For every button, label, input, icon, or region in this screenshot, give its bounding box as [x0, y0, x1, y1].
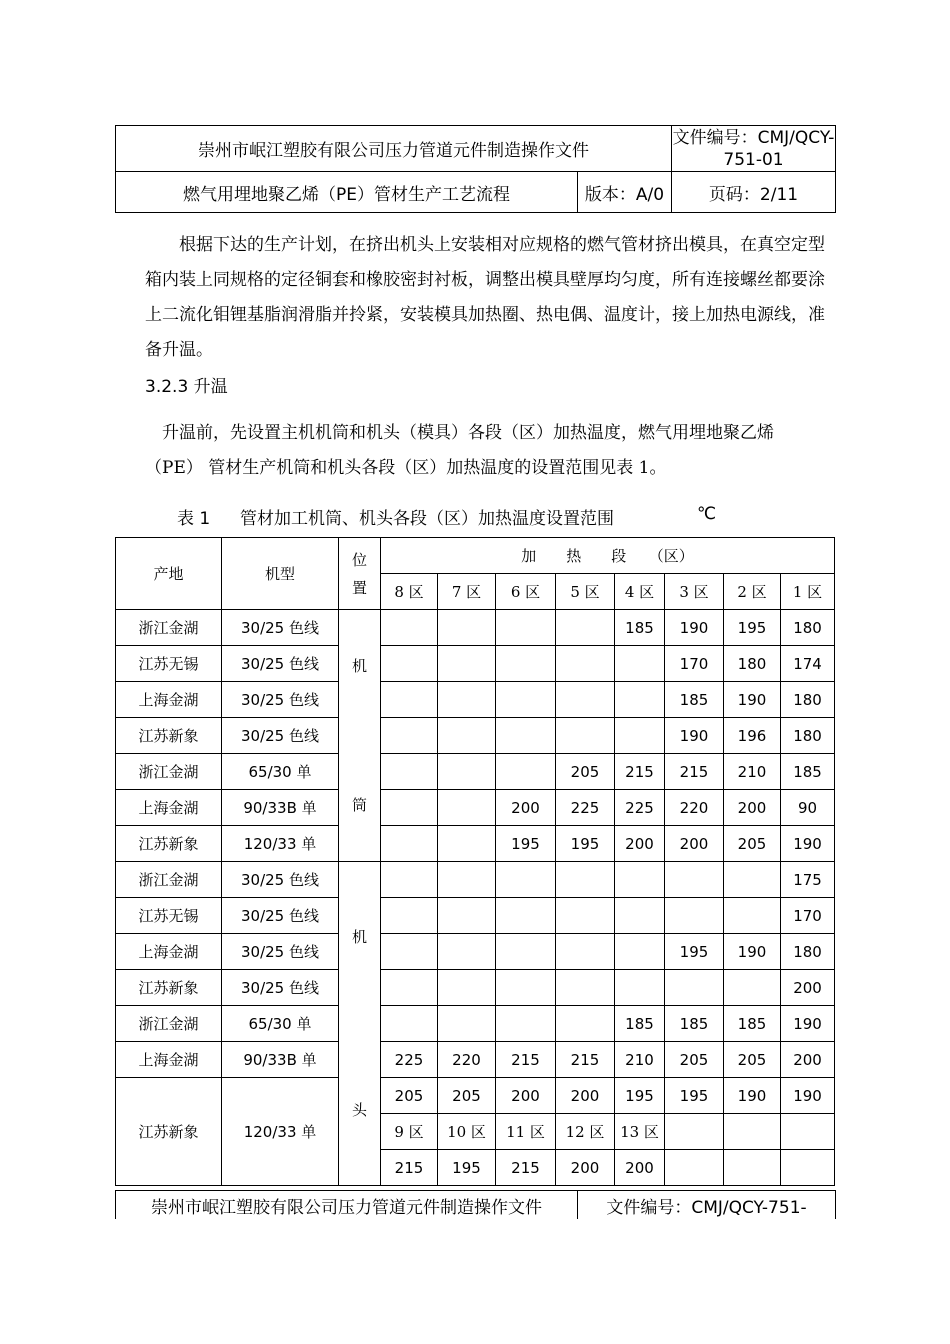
temp-cell: [556, 610, 615, 646]
temp-cell: 195: [615, 1078, 665, 1114]
temp-cell: 215: [496, 1150, 556, 1186]
temp-cell: 185: [665, 682, 724, 718]
temp-cell: [381, 790, 438, 826]
temp-cell: [556, 646, 615, 682]
position-barrel-char-1: 机: [351, 657, 367, 675]
temp-cell: 170: [781, 898, 835, 934]
temp-cell: 200: [615, 826, 665, 862]
temp-cell: [556, 718, 615, 754]
temp-cell: 190: [724, 1078, 781, 1114]
process-title: 燃气用埋地聚乙烯（PE）管材生产工艺流程: [116, 172, 578, 213]
zone-header: 8 区: [381, 574, 438, 610]
position-head-char-2: 头: [351, 1101, 367, 1119]
zone-header: 4 区: [615, 574, 665, 610]
zone-label-cell: [781, 1114, 835, 1150]
temp-cell: 185: [665, 1006, 724, 1042]
position-barrel: [339, 610, 381, 862]
temp-cell: [665, 1150, 724, 1186]
zone-label-cell: 9 区: [381, 1114, 438, 1150]
temp-cell: [496, 682, 556, 718]
temp-cell: 196: [724, 718, 781, 754]
zone-label-cell: 13 区: [615, 1114, 665, 1150]
zone-label-cell: [665, 1114, 724, 1150]
model-cell: 65/30 单: [222, 754, 339, 790]
table-row: [116, 790, 835, 826]
table-row: [116, 1006, 835, 1042]
temp-cell: 185: [781, 754, 835, 790]
temp-cell: 205: [724, 1042, 781, 1078]
page-number: 页码：2/11: [672, 172, 836, 213]
temp-cell: [556, 970, 615, 1006]
origin-cell: 上海金湖: [116, 1042, 222, 1078]
model-cell: 30/25 色线: [222, 934, 339, 970]
temp-cell: [438, 934, 496, 970]
temp-cell: [615, 970, 665, 1006]
table-row: [116, 970, 835, 1006]
temp-cell: [496, 898, 556, 934]
temp-cell: 175: [781, 862, 835, 898]
temp-cell: [381, 1006, 438, 1042]
temp-cell: 200: [724, 790, 781, 826]
paragraph-preparation: 根据下达的生产计划，在挤出机头上安装相对应规格的燃气管材挤出模具，在真空定型箱内装上同规格的定径铜套和橡胶密封衬板，调整出模具壁厚均匀度，所有连接螺丝都要涂上二流化钼锂基脂润滑脂并拎紧，安装模具加热圈、热电偶、温度计，接上加热电源线，准备升温。: [145, 235, 825, 360]
temp-cell: 205: [556, 754, 615, 790]
model-cell: 120/33 单: [222, 1078, 339, 1186]
model-cell: 30/25 色线: [222, 646, 339, 682]
temp-cell: 180: [781, 718, 835, 754]
temp-cell: [556, 898, 615, 934]
temp-cell: [556, 1006, 615, 1042]
temp-cell: [496, 646, 556, 682]
table-row: [116, 682, 835, 718]
temp-cell: 215: [381, 1150, 438, 1186]
temp-cell: [556, 862, 615, 898]
temp-cell: 200: [781, 1042, 835, 1078]
temp-cell: 220: [438, 1042, 496, 1078]
origin-cell: 浙江金湖: [116, 610, 222, 646]
temp-cell: [615, 862, 665, 898]
temp-cell: [724, 1150, 781, 1186]
temp-cell: 200: [496, 790, 556, 826]
table-row: [116, 718, 835, 754]
temp-cell: [665, 898, 724, 934]
temp-cell: [724, 970, 781, 1006]
zone-label-cell: 12 区: [556, 1114, 615, 1150]
temp-cell: 200: [781, 970, 835, 1006]
temp-cell: [496, 1006, 556, 1042]
temp-cell: 225: [615, 790, 665, 826]
temp-cell: 190: [724, 682, 781, 718]
temp-cell: 200: [496, 1078, 556, 1114]
temp-cell: 195: [556, 826, 615, 862]
temp-cell: [381, 682, 438, 718]
temp-cell: 190: [665, 610, 724, 646]
origin-cell: 上海金湖: [116, 934, 222, 970]
zone-label-cell: 11 区: [496, 1114, 556, 1150]
table-caption-title: 管材加工机筒、机头各段（区）加热温度设置范围: [240, 509, 614, 529]
temp-cell: [381, 826, 438, 862]
temp-cell: 210: [724, 754, 781, 790]
origin-cell: 上海金湖: [116, 790, 222, 826]
table-row: [116, 826, 835, 862]
temp-cell: 200: [556, 1150, 615, 1186]
temp-cell: 190: [781, 1078, 835, 1114]
document-header-table: [115, 125, 836, 213]
table-row: [116, 862, 835, 898]
temp-cell: [381, 610, 438, 646]
model-cell: 30/25 色线: [222, 610, 339, 646]
temp-cell: 170: [665, 646, 724, 682]
temp-cell: [665, 862, 724, 898]
temp-cell: 90: [781, 790, 835, 826]
model-cell: 30/25 色线: [222, 682, 339, 718]
temp-cell: [496, 970, 556, 1006]
temp-cell: 220: [665, 790, 724, 826]
doc-number: 文件编号：CMJ/QCY-751-01: [672, 127, 835, 170]
temp-cell: [438, 682, 496, 718]
model-cell: 30/25 色线: [222, 718, 339, 754]
origin-cell: 江苏新象: [116, 970, 222, 1006]
temp-cell: [438, 826, 496, 862]
model-cell: 30/25 色线: [222, 898, 339, 934]
temp-cell: 225: [556, 790, 615, 826]
temp-cell: [556, 682, 615, 718]
temp-cell: [615, 646, 665, 682]
temp-cell: [665, 970, 724, 1006]
header-heating-zones: 加 热 段 （区）: [381, 538, 835, 574]
temp-cell: [615, 934, 665, 970]
temp-cell: 190: [781, 826, 835, 862]
temp-cell: [438, 790, 496, 826]
table-row: [116, 898, 835, 934]
model-cell: 90/33B 单: [222, 1042, 339, 1078]
temp-cell: 200: [556, 1078, 615, 1114]
origin-cell: 江苏新象: [116, 1078, 222, 1186]
table-caption-number: 表 1: [177, 509, 211, 529]
temp-cell: [556, 934, 615, 970]
temp-cell: [381, 934, 438, 970]
temp-cell: [724, 862, 781, 898]
version: 版本：A/0: [578, 172, 672, 213]
temp-cell: 200: [615, 1150, 665, 1186]
temp-cell: 205: [381, 1078, 438, 1114]
temp-cell: 205: [724, 826, 781, 862]
table-caption: [0, 500, 950, 530]
temp-cell: 174: [781, 646, 835, 682]
origin-cell: 浙江金湖: [116, 754, 222, 790]
header-position: 位置: [339, 538, 381, 610]
temp-cell: [381, 646, 438, 682]
model-cell: 120/33 单: [222, 826, 339, 862]
model-cell: 90/33B 单: [222, 790, 339, 826]
temp-cell: [381, 718, 438, 754]
origin-cell: 上海金湖: [116, 682, 222, 718]
temp-cell: [438, 610, 496, 646]
temp-cell: [496, 610, 556, 646]
temp-cell: 190: [724, 934, 781, 970]
position-head: [339, 862, 381, 1186]
temp-cell: 195: [438, 1150, 496, 1186]
temp-cell: [438, 646, 496, 682]
temp-cell: [496, 862, 556, 898]
table-row: [116, 754, 835, 790]
section-heading: 3.2.3 升温: [145, 377, 228, 397]
temp-cell: 180: [781, 682, 835, 718]
temp-cell: [438, 898, 496, 934]
temp-cell: 180: [781, 610, 835, 646]
temp-cell: 185: [615, 610, 665, 646]
position-barrel-char-2: 筒: [351, 796, 367, 814]
origin-cell: 江苏新象: [116, 718, 222, 754]
table-row: [116, 934, 835, 970]
table-row: [116, 646, 835, 682]
temp-cell: 190: [781, 1006, 835, 1042]
footer-company-doc-title: 崇州市岷江塑胶有限公司压力管道元件制造操作文件: [116, 1191, 578, 1220]
temp-cell: [781, 1150, 835, 1186]
model-cell: 30/25 色线: [222, 970, 339, 1006]
table-caption-unit: ℃: [697, 504, 717, 524]
temp-cell: [381, 862, 438, 898]
temp-cell: [496, 934, 556, 970]
temp-cell: 215: [496, 1042, 556, 1078]
model-cell: 65/30 单: [222, 1006, 339, 1042]
zone-header: 1 区: [781, 574, 835, 610]
table-row: [116, 1042, 835, 1078]
temp-cell: 195: [496, 826, 556, 862]
temp-cell: 200: [665, 826, 724, 862]
temp-cell: 225: [381, 1042, 438, 1078]
company-doc-title: 崇州市岷江塑胶有限公司压力管道元件制造操作文件: [116, 126, 672, 172]
document-footer-table: [115, 1190, 836, 1219]
temp-cell: 205: [438, 1078, 496, 1114]
zone-label-cell: 10 区: [438, 1114, 496, 1150]
temp-cell: [381, 898, 438, 934]
temp-cell: [438, 754, 496, 790]
temp-cell: [496, 718, 556, 754]
temp-cell: 215: [615, 754, 665, 790]
temp-cell: [724, 898, 781, 934]
temperature-table: [115, 537, 835, 1186]
temp-cell: [438, 718, 496, 754]
temp-cell: 180: [724, 646, 781, 682]
header-origin: 产地: [116, 538, 222, 610]
temp-cell: 190: [665, 718, 724, 754]
zone-header: 7 区: [438, 574, 496, 610]
model-cell: 30/25 色线: [222, 862, 339, 898]
temp-cell: [438, 970, 496, 1006]
temp-cell: [496, 754, 556, 790]
temp-cell: 205: [665, 1042, 724, 1078]
zone-header: 6 区: [496, 574, 556, 610]
footer-doc-number: 文件编号：CMJ/QCY-751-: [578, 1191, 836, 1220]
temp-cell: 215: [556, 1042, 615, 1078]
temp-cell: 195: [724, 610, 781, 646]
table-row: [116, 610, 835, 646]
zone-header: 3 区: [665, 574, 724, 610]
temp-cell: 180: [781, 934, 835, 970]
origin-cell: 浙江金湖: [116, 1006, 222, 1042]
temp-cell: 195: [665, 1078, 724, 1114]
temp-cell: [438, 1006, 496, 1042]
temp-cell: 195: [665, 934, 724, 970]
temp-cell: 210: [615, 1042, 665, 1078]
temp-cell: [438, 862, 496, 898]
temp-cell: 215: [665, 754, 724, 790]
origin-cell: 江苏无锡: [116, 898, 222, 934]
table-row: [116, 1078, 835, 1114]
zone-header: 2 区: [724, 574, 781, 610]
origin-cell: 浙江金湖: [116, 862, 222, 898]
header-model: 机型: [222, 538, 339, 610]
temp-cell: 185: [724, 1006, 781, 1042]
temp-cell: [615, 718, 665, 754]
origin-cell: 江苏新象: [116, 826, 222, 862]
zone-header: 5 区: [556, 574, 615, 610]
temp-cell: [615, 682, 665, 718]
zone-label-cell: [724, 1114, 781, 1150]
position-head-char-1: 机: [351, 928, 367, 946]
temp-cell: [615, 898, 665, 934]
temp-cell: 185: [615, 1006, 665, 1042]
temp-cell: [381, 970, 438, 1006]
paragraph-heating: 升温前，先设置主机机筒和机头（模具）各段（区）加热温度，燃气用埋地聚乙烯（PE） 管材生产机筒和机头各段（区）加热温度的设置范围见表 1。: [145, 423, 774, 478]
origin-cell: 江苏无锡: [116, 646, 222, 682]
temp-cell: [381, 754, 438, 790]
